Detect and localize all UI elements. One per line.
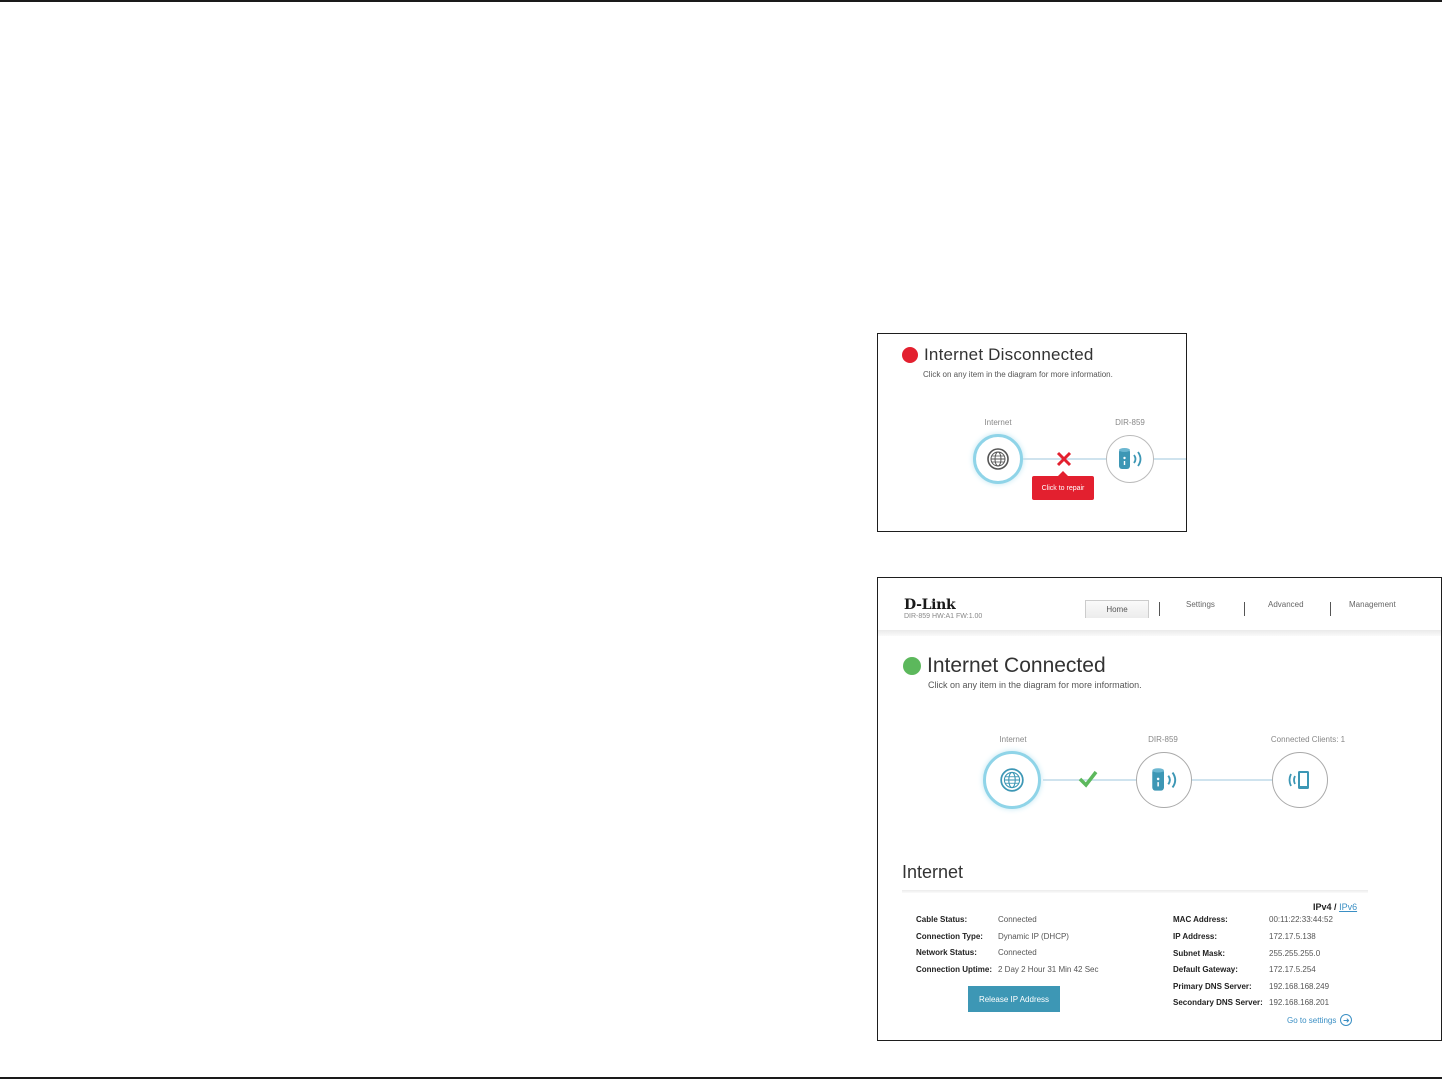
primary-dns-value: 192.168.168.249 (1269, 982, 1330, 991)
ipv6-link[interactable]: IPv6 (1339, 902, 1358, 912)
connected-clients-node[interactable] (1272, 752, 1328, 808)
internet-connected-panel (877, 577, 1442, 1041)
nav-management-tab[interactable]: Management (1349, 600, 1396, 609)
status-subtitle: Click on any item in the diagram for more information. (928, 680, 1142, 690)
network-status-value: Connected (998, 948, 1037, 957)
connected-check-icon (1078, 770, 1098, 788)
connection-type-value: Dynamic IP (DHCP) (998, 932, 1069, 941)
mobile-device-icon (1285, 767, 1315, 793)
ip-version-toggle: IPv4 / IPv6 (1313, 902, 1358, 912)
router-node[interactable] (1106, 435, 1154, 483)
nav-advanced-tab[interactable]: Advanced (1268, 600, 1304, 609)
internet-node[interactable] (983, 751, 1041, 809)
connection-uptime-key: Connection Uptime: (916, 965, 992, 974)
connection-uptime-value: 2 Day 2 Hour 31 Min 42 Sec (998, 965, 1099, 974)
subnet-mask-value: 255.255.255.0 (1269, 949, 1321, 958)
nav-home-tab[interactable]: Home (1085, 600, 1149, 618)
internet-node[interactable] (973, 434, 1023, 484)
cable-status-key: Cable Status: (916, 915, 968, 924)
router-icon (1148, 767, 1180, 793)
router-icon (1115, 447, 1145, 471)
ipv4-label[interactable]: IPv4 (1313, 902, 1332, 912)
nav-divider (1159, 602, 1160, 616)
subnet-mask-key: Subnet Mask: (1173, 949, 1226, 958)
release-ip-address-button[interactable]: Release IP Address (968, 986, 1060, 1012)
router-node[interactable] (1136, 752, 1192, 808)
cable-status-value: Connected (998, 915, 1037, 924)
globe-icon (986, 447, 1010, 471)
click-to-repair-button[interactable]: Click to repair (1032, 476, 1094, 500)
green-status-dot-icon (903, 657, 921, 675)
mac-address-key: MAC Address: (1173, 915, 1228, 924)
internet-node-label: Internet (999, 735, 1027, 744)
disconnected-x-icon (1056, 451, 1072, 467)
device-version-info: DIR-859 HW:A1 FW:1.00 (904, 613, 983, 620)
status-subtitle: Click on any item in the diagram for more information. (923, 370, 1113, 379)
bottom-rule (0, 1077, 1442, 1079)
secondary-dns-key: Secondary DNS Server: (1173, 998, 1263, 1007)
red-status-dot-icon (902, 347, 918, 363)
connection-line (1191, 779, 1273, 781)
top-rule (0, 0, 1442, 2)
globe-icon (999, 767, 1025, 793)
dlink-logo: D-Link (904, 597, 956, 613)
router-node-label: DIR-859 (1148, 735, 1178, 744)
ip-address-value: 172.17.5.138 (1269, 932, 1316, 941)
status-title: Internet Connected (903, 654, 1106, 678)
internet-node-label: Internet (984, 418, 1012, 427)
arrow-right-circle-icon: ➜ (1340, 1014, 1352, 1026)
internet-section-title: Internet (902, 862, 964, 882)
network-status-key: Network Status: (916, 948, 977, 957)
status-title: Internet Disconnected (902, 345, 1094, 365)
default-gateway-value: 172.17.5.254 (1269, 965, 1316, 974)
section-divider (902, 890, 1368, 893)
router-node-label: DIR-859 (1115, 418, 1145, 427)
primary-dns-key: Primary DNS Server: (1173, 982, 1252, 991)
ip-address-key: IP Address: (1173, 932, 1218, 941)
nav-settings-tab[interactable]: Settings (1186, 600, 1215, 609)
connection-type-key: Connection Type: (916, 932, 983, 941)
secondary-dns-value: 192.168.168.201 (1269, 998, 1330, 1007)
connected-clients-label: Connected Clients: 1 (1270, 735, 1346, 744)
nav-divider (1330, 602, 1331, 616)
default-gateway-key: Default Gateway: (1173, 965, 1238, 974)
internet-disconnected-panel (877, 333, 1187, 532)
mac-address-value: 00:11:22:33:44:52 (1269, 915, 1333, 924)
header-divider (878, 630, 1441, 636)
nav-divider (1244, 602, 1245, 616)
go-to-settings-link[interactable]: Go to settings ➜ (1287, 1014, 1352, 1026)
connection-line (1154, 458, 1187, 460)
